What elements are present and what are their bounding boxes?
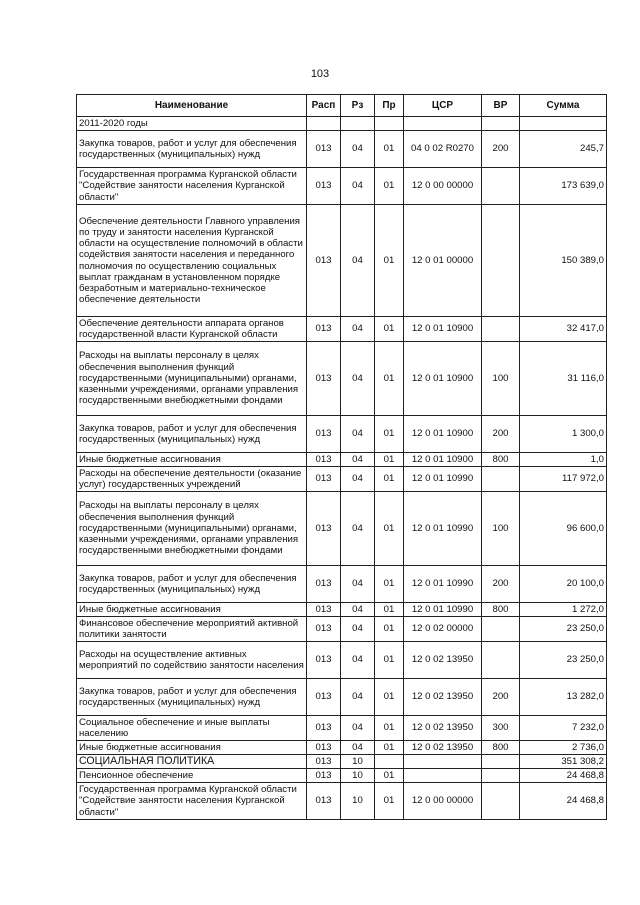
cell-pr: 01 [375, 168, 404, 205]
table-row [77, 168, 607, 205]
table-row [77, 679, 607, 716]
cell-name: Закупка товаров, работ и услуг для обеспечения государственных (муниципальных) нужд [77, 679, 307, 716]
budget-table [76, 94, 607, 820]
cell-rasp: 013 [307, 716, 341, 741]
cell-rz: 04 [341, 492, 375, 566]
table-row [77, 769, 607, 783]
cell-csr [404, 755, 482, 769]
cell-sum: 23 250,0 [520, 617, 607, 642]
cell-pr: 01 [375, 603, 404, 617]
cell-sum: 173 639,0 [520, 168, 607, 205]
cell-sum: 1 272,0 [520, 603, 607, 617]
cell-sum: 351 308,2 [520, 755, 607, 769]
cell-csr: 04 0 02 R0270 [404, 131, 482, 168]
cell-rz: 04 [341, 131, 375, 168]
cell-csr: 12 0 01 10900 [404, 416, 482, 453]
table-row [77, 617, 607, 642]
table-row [77, 755, 607, 769]
cell-csr: 12 0 00 00000 [404, 783, 482, 820]
cell-csr: 12 0 01 10990 [404, 566, 482, 603]
table-row [77, 566, 607, 603]
cell-csr: 12 0 01 10990 [404, 603, 482, 617]
cell-vr [482, 467, 520, 492]
header-rz: Рз [341, 95, 375, 117]
cell-pr: 01 [375, 617, 404, 642]
cell-rasp: 013 [307, 603, 341, 617]
cell-vr: 800 [482, 741, 520, 755]
cell-vr [482, 783, 520, 820]
cell-pr [375, 755, 404, 769]
cell-sum: 96 600,0 [520, 492, 607, 566]
table-body [77, 117, 607, 820]
header-sum: Сумма [520, 95, 607, 117]
cell-pr: 01 [375, 317, 404, 342]
table-row [77, 716, 607, 741]
header-pr: Пр [375, 95, 404, 117]
cell-name: Иные бюджетные ассигнования [77, 741, 307, 755]
cell-rz: 04 [341, 317, 375, 342]
cell-csr: 12 0 02 13950 [404, 741, 482, 755]
cell-csr: 12 0 01 00000 [404, 205, 482, 317]
cell-pr [375, 117, 404, 131]
cell-vr [482, 317, 520, 342]
cell-pr: 01 [375, 716, 404, 741]
cell-rasp [307, 117, 341, 131]
cell-vr [482, 769, 520, 783]
cell-vr [482, 617, 520, 642]
cell-sum: 24 468,8 [520, 783, 607, 820]
cell-sum: 1,0 [520, 453, 607, 467]
cell-csr: 12 0 01 10990 [404, 492, 482, 566]
cell-sum: 31 116,0 [520, 342, 607, 416]
cell-rz: 04 [341, 453, 375, 467]
cell-sum: 23 250,0 [520, 642, 607, 679]
cell-csr: 12 0 01 10990 [404, 467, 482, 492]
cell-rasp: 013 [307, 769, 341, 783]
cell-csr: 12 0 01 10900 [404, 317, 482, 342]
cell-pr: 01 [375, 741, 404, 755]
cell-rasp: 013 [307, 679, 341, 716]
cell-rasp: 013 [307, 566, 341, 603]
table-row [77, 603, 607, 617]
cell-vr [482, 642, 520, 679]
table-row [77, 416, 607, 453]
cell-rz: 04 [341, 642, 375, 679]
cell-name: 2011-2020 годы [77, 117, 307, 131]
cell-vr: 800 [482, 453, 520, 467]
cell-name: СОЦИАЛЬНАЯ ПОЛИТИКА [77, 755, 307, 769]
cell-vr: 100 [482, 342, 520, 416]
cell-pr: 01 [375, 416, 404, 453]
cell-pr: 01 [375, 131, 404, 168]
cell-rz: 04 [341, 617, 375, 642]
cell-name: Обеспечение деятельности Главного управления по труду и занятости населения Курганской области на осуществление полномочий в области содействия занятости населения и переданного полномочия по осуществлению социальных выплат гражданам в установленном порядке безработным и материально-техническое обеспечение деятельности [77, 205, 307, 317]
cell-pr: 01 [375, 769, 404, 783]
cell-vr: 200 [482, 131, 520, 168]
table-row [77, 131, 607, 168]
cell-csr: 12 0 00 00000 [404, 168, 482, 205]
cell-rz: 04 [341, 168, 375, 205]
cell-pr: 01 [375, 342, 404, 416]
cell-name: Финансовое обеспечение мероприятий активной политики занятости [77, 617, 307, 642]
cell-rz: 04 [341, 205, 375, 317]
table-row [77, 642, 607, 679]
cell-name: Государственная программа Курганской области "Содействие занятости населения Курганской области" [77, 168, 307, 205]
cell-sum: 245,7 [520, 131, 607, 168]
cell-sum: 13 282,0 [520, 679, 607, 716]
cell-rasp: 013 [307, 783, 341, 820]
cell-csr: 12 0 01 10900 [404, 453, 482, 467]
cell-name: Государственная программа Курганской области "Содействие занятости населения Курганской области" [77, 783, 307, 820]
cell-vr: 200 [482, 679, 520, 716]
cell-rz: 04 [341, 679, 375, 716]
cell-rasp: 013 [307, 467, 341, 492]
cell-sum: 7 232,0 [520, 716, 607, 741]
header-rasp: Расп [307, 95, 341, 117]
cell-name: Расходы на осуществление активных мероприятий по содействию занятости населения [77, 642, 307, 679]
cell-sum: 20 100,0 [520, 566, 607, 603]
cell-pr: 01 [375, 453, 404, 467]
cell-rz: 04 [341, 467, 375, 492]
table-row [77, 741, 607, 755]
cell-rasp: 013 [307, 642, 341, 679]
cell-name: Социальное обеспечение и иные выплаты населению [77, 716, 307, 741]
cell-rasp: 013 [307, 755, 341, 769]
cell-vr: 800 [482, 603, 520, 617]
cell-name: Иные бюджетные ассигнования [77, 603, 307, 617]
cell-rasp: 013 [307, 617, 341, 642]
header-csr: ЦСР [404, 95, 482, 117]
table-row [77, 117, 607, 131]
cell-csr [404, 117, 482, 131]
cell-rasp: 013 [307, 317, 341, 342]
cell-vr: 300 [482, 716, 520, 741]
cell-name: Обеспечение деятельности аппарата органов государственной власти Курганской области [77, 317, 307, 342]
cell-sum: 150 389,0 [520, 205, 607, 317]
cell-rz: 10 [341, 769, 375, 783]
cell-csr: 12 0 02 13950 [404, 642, 482, 679]
cell-rz: 04 [341, 566, 375, 603]
page-number: 103 [310, 68, 330, 80]
cell-pr: 01 [375, 566, 404, 603]
cell-vr: 100 [482, 492, 520, 566]
cell-rasp: 013 [307, 131, 341, 168]
cell-sum: 2 736,0 [520, 741, 607, 755]
cell-vr: 200 [482, 566, 520, 603]
cell-rasp: 013 [307, 416, 341, 453]
cell-sum [520, 117, 607, 131]
cell-rasp: 013 [307, 741, 341, 755]
table-row [77, 317, 607, 342]
cell-csr: 12 0 02 13950 [404, 716, 482, 741]
cell-vr [482, 168, 520, 205]
cell-rz: 04 [341, 416, 375, 453]
table-row [77, 205, 607, 317]
table-header-row [77, 95, 607, 117]
cell-vr [482, 755, 520, 769]
cell-rasp: 013 [307, 342, 341, 416]
cell-csr [404, 769, 482, 783]
cell-vr [482, 205, 520, 317]
cell-csr: 12 0 02 00000 [404, 617, 482, 642]
cell-name: Пенсионное обеспечение [77, 769, 307, 783]
cell-rz: 04 [341, 716, 375, 741]
table-row [77, 467, 607, 492]
cell-pr: 01 [375, 642, 404, 679]
cell-rasp: 013 [307, 205, 341, 317]
table-row [77, 492, 607, 566]
cell-name: Закупка товаров, работ и услуг для обеспечения государственных (муниципальных) нужд [77, 566, 307, 603]
cell-name: Расходы на выплаты персоналу в целях обеспечения выполнения функций государственными (муниципальными) органами, казенными учреждениями, органами управления государственными внебюджетными фондами [77, 342, 307, 416]
table-row [77, 342, 607, 416]
cell-name: Иные бюджетные ассигнования [77, 453, 307, 467]
cell-vr: 200 [482, 416, 520, 453]
cell-sum: 1 300,0 [520, 416, 607, 453]
cell-rz: 04 [341, 603, 375, 617]
cell-rasp: 013 [307, 453, 341, 467]
cell-rz: 10 [341, 755, 375, 769]
cell-rz: 10 [341, 783, 375, 820]
table-row [77, 453, 607, 467]
cell-rz: 04 [341, 342, 375, 416]
cell-pr: 01 [375, 492, 404, 566]
header-vr: ВР [482, 95, 520, 117]
cell-name: Расходы на обеспечение деятельности (оказание услуг) государственных учреждений [77, 467, 307, 492]
cell-pr: 01 [375, 205, 404, 317]
header-name: Наименование [77, 95, 307, 117]
cell-pr: 01 [375, 467, 404, 492]
cell-csr: 12 0 02 13950 [404, 679, 482, 716]
cell-sum: 24 468,8 [520, 769, 607, 783]
cell-name: Расходы на выплаты персоналу в целях обеспечения выполнения функций государственными (муниципальными) органами, казенными учреждениями, органами управления государственными внебюджетными фондами [77, 492, 307, 566]
cell-vr [482, 117, 520, 131]
cell-pr: 01 [375, 679, 404, 716]
table-row [77, 783, 607, 820]
cell-csr: 12 0 01 10900 [404, 342, 482, 416]
cell-name: Закупка товаров, работ и услуг для обеспечения государственных (муниципальных) нужд [77, 131, 307, 168]
cell-rasp: 013 [307, 168, 341, 205]
cell-sum: 117 972,0 [520, 467, 607, 492]
cell-rz [341, 117, 375, 131]
cell-pr: 01 [375, 783, 404, 820]
cell-rasp: 013 [307, 492, 341, 566]
cell-sum: 32 417,0 [520, 317, 607, 342]
cell-rz: 04 [341, 741, 375, 755]
cell-name: Закупка товаров, работ и услуг для обеспечения государственных (муниципальных) нужд [77, 416, 307, 453]
